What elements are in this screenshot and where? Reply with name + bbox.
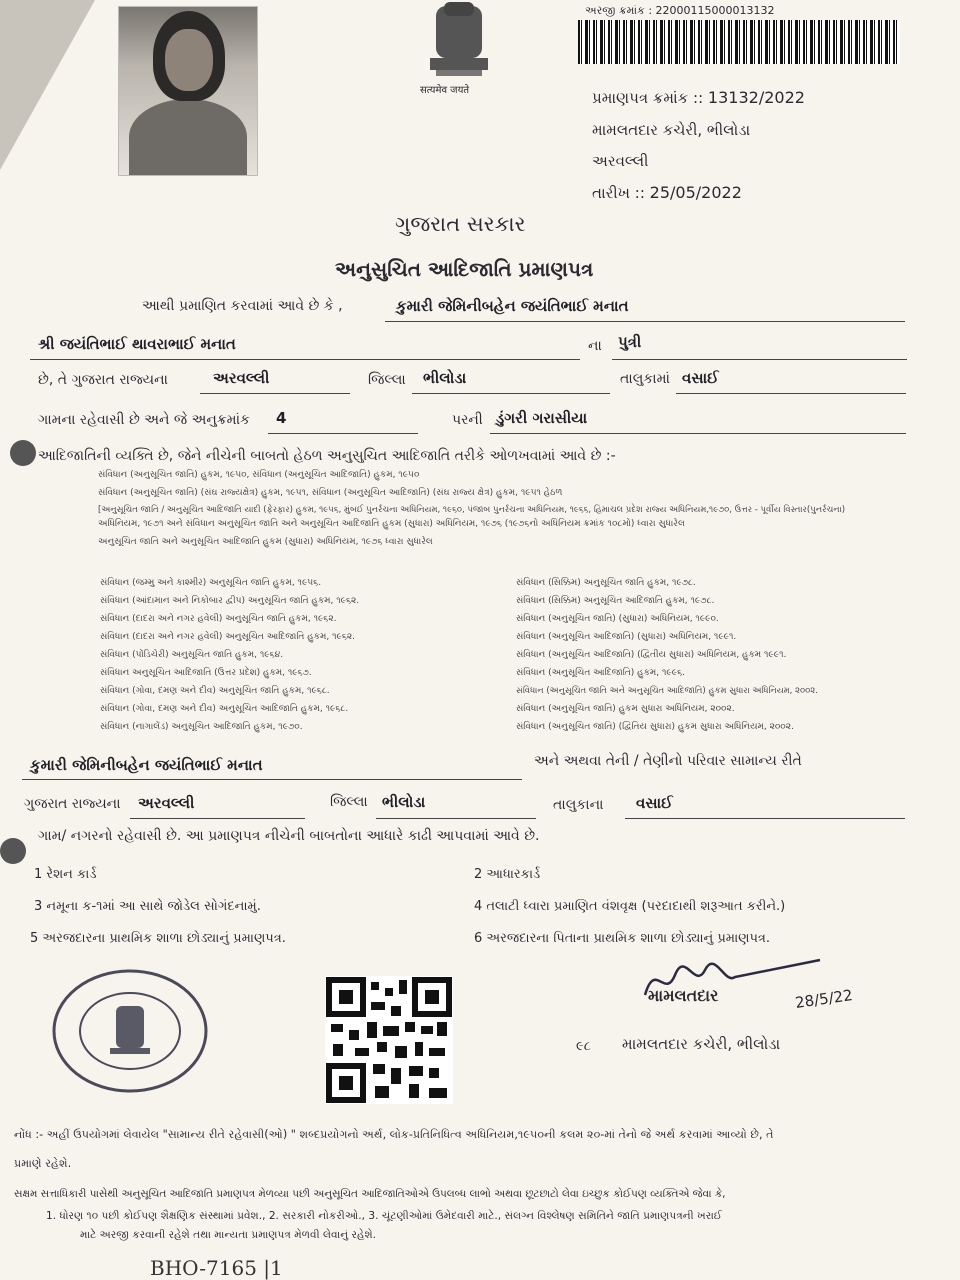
na-label: ના bbox=[588, 338, 602, 354]
document-item: 3 નમૂના ક-૧માં આ સાથે જોડેલ સોગંદનામું. bbox=[34, 899, 261, 914]
order-left: સંવિધાન અનુસૂચિત આદિજાતિ (ઉત્તર પ્રદેશ) હુકમ, ૧૯૬૭. bbox=[100, 668, 312, 678]
order-left: સંવિધાન (નાગાલેંડ) અનુસૂચિત આદિજાતિ હુકમ, ૧૯૭૦. bbox=[100, 722, 303, 732]
order-line: અનુસૂચિત જાતિ અને અનુસૂચિત આદિજાતિ હુકમ (સુધારા) અધિનિયમ, ૧૯૭૬ ધ્વારા સુધારેલ bbox=[98, 537, 433, 547]
signature-date: 28/5/22 bbox=[794, 986, 854, 1012]
order-left: સંવિધાન (દાદરા અને નગર હવેલી) અનુસૂચિત જાતિ હુકમ, ૧૯૬૨. bbox=[100, 614, 337, 624]
intro-text: આથી પ્રમાણિત કરવામાં આવે છે કે , bbox=[142, 298, 343, 314]
order-right: સંવિધાન (અનુસૂચિત આદિજાતિ) (દ્વિતીય સુધારા) અધિનિયમ, હુકમ ૧૯૯૧. bbox=[516, 650, 787, 660]
order-right: સંવિધાન (સિક્કિમ) અનુસૂચિત આદિજાતિ હુકમ, ૧૯૭૮. bbox=[516, 596, 715, 606]
resident-text: ગામના રહેવાસી છે અને જે અનુક્રમાંક bbox=[38, 412, 250, 428]
application-number: અરજી ક્રમાંક : 22000115000013132 bbox=[585, 4, 775, 17]
district-value-2: અરવલ્લી bbox=[138, 794, 195, 812]
on-label: પરની bbox=[452, 412, 483, 428]
district-label-2: જિલ્લા bbox=[330, 794, 368, 810]
document-item: 1 રેશન કાર્ડ bbox=[34, 867, 97, 882]
taluka-label-2: તાલુકાના bbox=[553, 797, 604, 813]
signatory-title: મામલતદાર bbox=[648, 986, 719, 1005]
taluka-value-2: ભીલોડા bbox=[382, 793, 426, 811]
order-left: સંવિધાન (આંદામાન અને નિકોબાર દ્વીપ) અનુસૂચિત જાતિ હુકમ, ૧૯૬૨. bbox=[100, 596, 360, 606]
punch-hole-top bbox=[10, 440, 36, 466]
family-text: અને અથવા તેની / તેણીનો પરિવાર સામાન્ય રીતે bbox=[534, 753, 802, 769]
order-line: અધિનિયમ, ૧૯૭૧ અને સંવિધાન અનુસૂચિત જાતિ અને અનુસૂચિત આદિજાતિ હુકમ (સુધારા) અધિનિયમ, ૧૯૭૬ (૧૯૭૬નો અધિનિયમ ક્રમાંક ૧૦૮મો) ધ્વારા સુધારેલ bbox=[98, 519, 685, 529]
tribe-name: ડુંગરી ગરાસીયા bbox=[496, 409, 588, 427]
government-heading: ગુજરાત સરકાર bbox=[395, 212, 526, 236]
document-item: 2 આધારકાર્ડ bbox=[474, 867, 541, 882]
serial-number: 4 bbox=[276, 409, 287, 427]
order-right: સંવિધાન (અનુસૂચિત જાતિ) (સુધારા) અધિનિયમ, ૧૯૯૦. bbox=[516, 614, 719, 624]
relation: પુત્રી bbox=[618, 333, 642, 351]
certificate-title: અનુસુચિત આદિજાતિ પ્રમાણપત્ર bbox=[335, 257, 594, 281]
certificate-number: પ્રમાણપત્ર ક્રમાંક :: 13132/2022 bbox=[592, 88, 805, 107]
note-line: સક્ષમ સત્તાધિકારી પાસેથી અનુસૂચિત આદિજાતિ પ્રમાણપત્ર મેળવ્યા પછી અનુસૂચિત આદિજાતિઓએ ઉપલબ્ધ લાભો અથવા છૂટછાટો લેવા ઇચ્છુક કોઈપણ વ્યક્તિએ જેવા કે, bbox=[14, 1188, 726, 1200]
signatory-office: મામલતદાર કચેરી, ભીલોડા bbox=[622, 1035, 781, 1053]
order-right: સંવિધાન (અનુસૂચિત આદિજાતિ) હુકમ, ૧૯૯૬. bbox=[516, 668, 685, 678]
order-line: [અનુસૂચિત જાતિ / અનુસૂચિત આદિજાતિ યાદી (ફેરફાર) હુકમ, ૧૯૫૬, મુંબઈ પુનર્રચના અધિનિયમ, ૧૯૬૦, પંજાબ પુનર્રચના અધિનિયમ, ૧૯૬૬, હિમાચલ પ્રદેશ રાજ્ય અધિનિયમ,૧૯૭૦, ઉત્તર - પૂર્વીય વિસ્તાર(પુનર્રચના) bbox=[98, 505, 846, 515]
mamlatdar-seal-icon bbox=[50, 966, 210, 1096]
issuing-office: મામલતદાર કચેરી, ભીલોડા bbox=[592, 121, 751, 139]
order-left: સંવિધાન (પોંડિચેરી) અનુસૂચિત જાતિ હુકમ, ૧૯૬૪. bbox=[100, 650, 284, 660]
punch-hole-bottom bbox=[0, 838, 26, 864]
district-label: જિલ્લા bbox=[368, 372, 406, 388]
issue-date: તારીખ :: 25/05/2022 bbox=[592, 183, 742, 202]
village-value-2: વસાઈ bbox=[636, 794, 673, 812]
applicant-photo bbox=[118, 6, 258, 176]
state-prefix-2: ગુજરાત રાજ્યના bbox=[24, 796, 121, 812]
state-prefix: છે, તે ગુજરાત રાજ્યના bbox=[38, 372, 168, 388]
taluka-value: ભીલોડા bbox=[423, 369, 467, 387]
order-left: સંવિધાન (દાદરા અને નગર હવેલી) અનુસૂચિત આદિજાતિ હુકમ, ૧૯૬૨. bbox=[100, 632, 356, 642]
order-line: સંવિધાન (અનુસૂચિત જાતિ) (સંઘ રાજ્યક્ષેત્ર) હુકમ, ૧૯૫૧, સંવિધાન (અનુસૂચિત આદિજાતિ) (સંઘ રાજ્ય ક્ષેત્ર) હુકમ, ૧૯૫૧ હેઠળ bbox=[98, 488, 563, 498]
document-item: 6 અરજદારના પિતાના પ્રાથમિક શાળા છોડ્યાનું પ્રમાણપત્ર. bbox=[474, 931, 771, 946]
holder-name-repeat: કુમારી જેમિનીબહેન જયંતિભાઈ મનાત bbox=[30, 756, 263, 774]
order-left: સંવિધાન (ગોવા, દમણ અને દીવ) અનુસૂચિત જાતિ હુકમ, ૧૯૬૮. bbox=[100, 686, 330, 696]
note-line: 1. ધોરણ ૧૦ પછી કોઈપણ શૈક્ષણિક સંસ્થામાં પ્રવેશ., 2. સરકારી નોકરીઓ., 3. ચૂંટણીઓમાં ઉમેદવારી માટે., સંલગ્ન વિશ્લેષણ સમિતિને જાતિ પ્રમાણપત્રની ખરાઈ bbox=[46, 1210, 722, 1222]
order-right: સંવિધાન (અનુસૂચિત જાતિ) (દ્વિતિય સુધારા) હુકમ સુધારા અધિનિયમ, ૨૦૦૨. bbox=[516, 722, 794, 732]
signature-icon bbox=[640, 955, 900, 1015]
order-line: સંવિધાન (અનુસૂચિત જાતિ) હુકમ, ૧૯૫૦, સંવિધાન (અનુસૂચિત આદિજાતિ) હુકમ, ૧૯૫૦ bbox=[98, 470, 420, 480]
document-item: 5 અરજદારના પ્રાથમિક શાળા છોડ્યાનું પ્રમાણપત્ર. bbox=[30, 931, 286, 946]
qr-code bbox=[325, 976, 453, 1104]
order-right: સંવિધાન (અનુસૂચિત જાતિ) હુકમ સુધારા અધિનિયમ, ૨૦૦૨. bbox=[516, 704, 735, 714]
folded-corner bbox=[0, 0, 95, 170]
village-value: વસાઈ bbox=[682, 369, 719, 387]
note-line: પ્રમાણે રહેશે. bbox=[14, 1157, 72, 1170]
district-value: અરવલ્લી bbox=[213, 369, 270, 387]
basis-text: ગામ/ નગરનો રહેવાસી છે. આ પ્રમાણપત્ર નીચેની બાબતોના આધારે કાઢી આપવામાં આવે છે. bbox=[38, 828, 540, 844]
taluka-label: તાલુકામાં bbox=[620, 371, 670, 387]
holder-name: કુમારી જેમિનીબહેન જયંતિભાઈ મનાત bbox=[396, 297, 629, 315]
order-right: સંવિધાન (અનુસૂચિત જાતિ અને અનુસૂચિત આદિજાતિ) હુકમ સુધારા અધિનિયમ, ૨૦૦૨. bbox=[516, 686, 818, 696]
order-left: સંવિધાન (જમ્મુ અને કાશ્મીર) અનુસૂચિત જાતિ હુકમ, ૧૯૫૬. bbox=[100, 578, 322, 588]
order-right: સંવિધાન (સિક્કિમ) અનુસૂચિત જાતિ હુકમ, ૧૯૭૮. bbox=[516, 578, 696, 588]
note-line: માટે અરજી કરવાની રહેશે તથા માન્યતા પ્રમાણપત્ર મેળવી લેવાનું રહેશે. bbox=[80, 1229, 377, 1241]
order-right: સંવિધાન (અનુસૂચિત આદિજાતિ) (સુધારા) અધિનિયમ, ૧૯૯૧. bbox=[516, 632, 737, 642]
district-header: અરવલ્લી bbox=[592, 152, 649, 170]
signatory-number: ૯૮ bbox=[576, 1039, 591, 1054]
tribe-recognition-text: આદિજાતિની વ્યક્તિ છે, જેને નીચેની બાબતો હેઠળ અનુસુચિત આદિજાતિ તરીકે ઓળખવામાં આવે છે :- bbox=[38, 448, 616, 464]
barcode bbox=[578, 20, 900, 64]
father-name: શ્રી જયંતિભાઈ થાવરાભાઈ મનાત bbox=[38, 335, 236, 353]
emblem-motto: सत्यमेव जयते bbox=[420, 85, 470, 96]
document-item: 4 તલાટી ધ્વારા પ્રમાણિત વંશવૃક્ષ (પરદાદાથી શરૂઆત કરીને.) bbox=[474, 899, 786, 914]
handwritten-reference: BHO-7165 |1 bbox=[150, 1256, 283, 1280]
note-line: નોંધ :- અહીં ઉપયોગમાં લેવાયેલ "સામાન્ય રીતે રહેવાસી(ઓ) " શબ્દપ્રયોગનો અર્થ, લોક-પ્રતિનિધિત્વ અધિનિયમ,૧૯૫૦ની કલમ ૨૦-માં તેનો જે અર્થ કરવામાં આવ્યો છે, તે bbox=[14, 1128, 774, 1141]
order-left: સંવિધાન (ગોવા, દમણ અને દીવ) અનુસૂચિત આદિજાતિ હુકમ, ૧૯૬૮. bbox=[100, 704, 349, 714]
